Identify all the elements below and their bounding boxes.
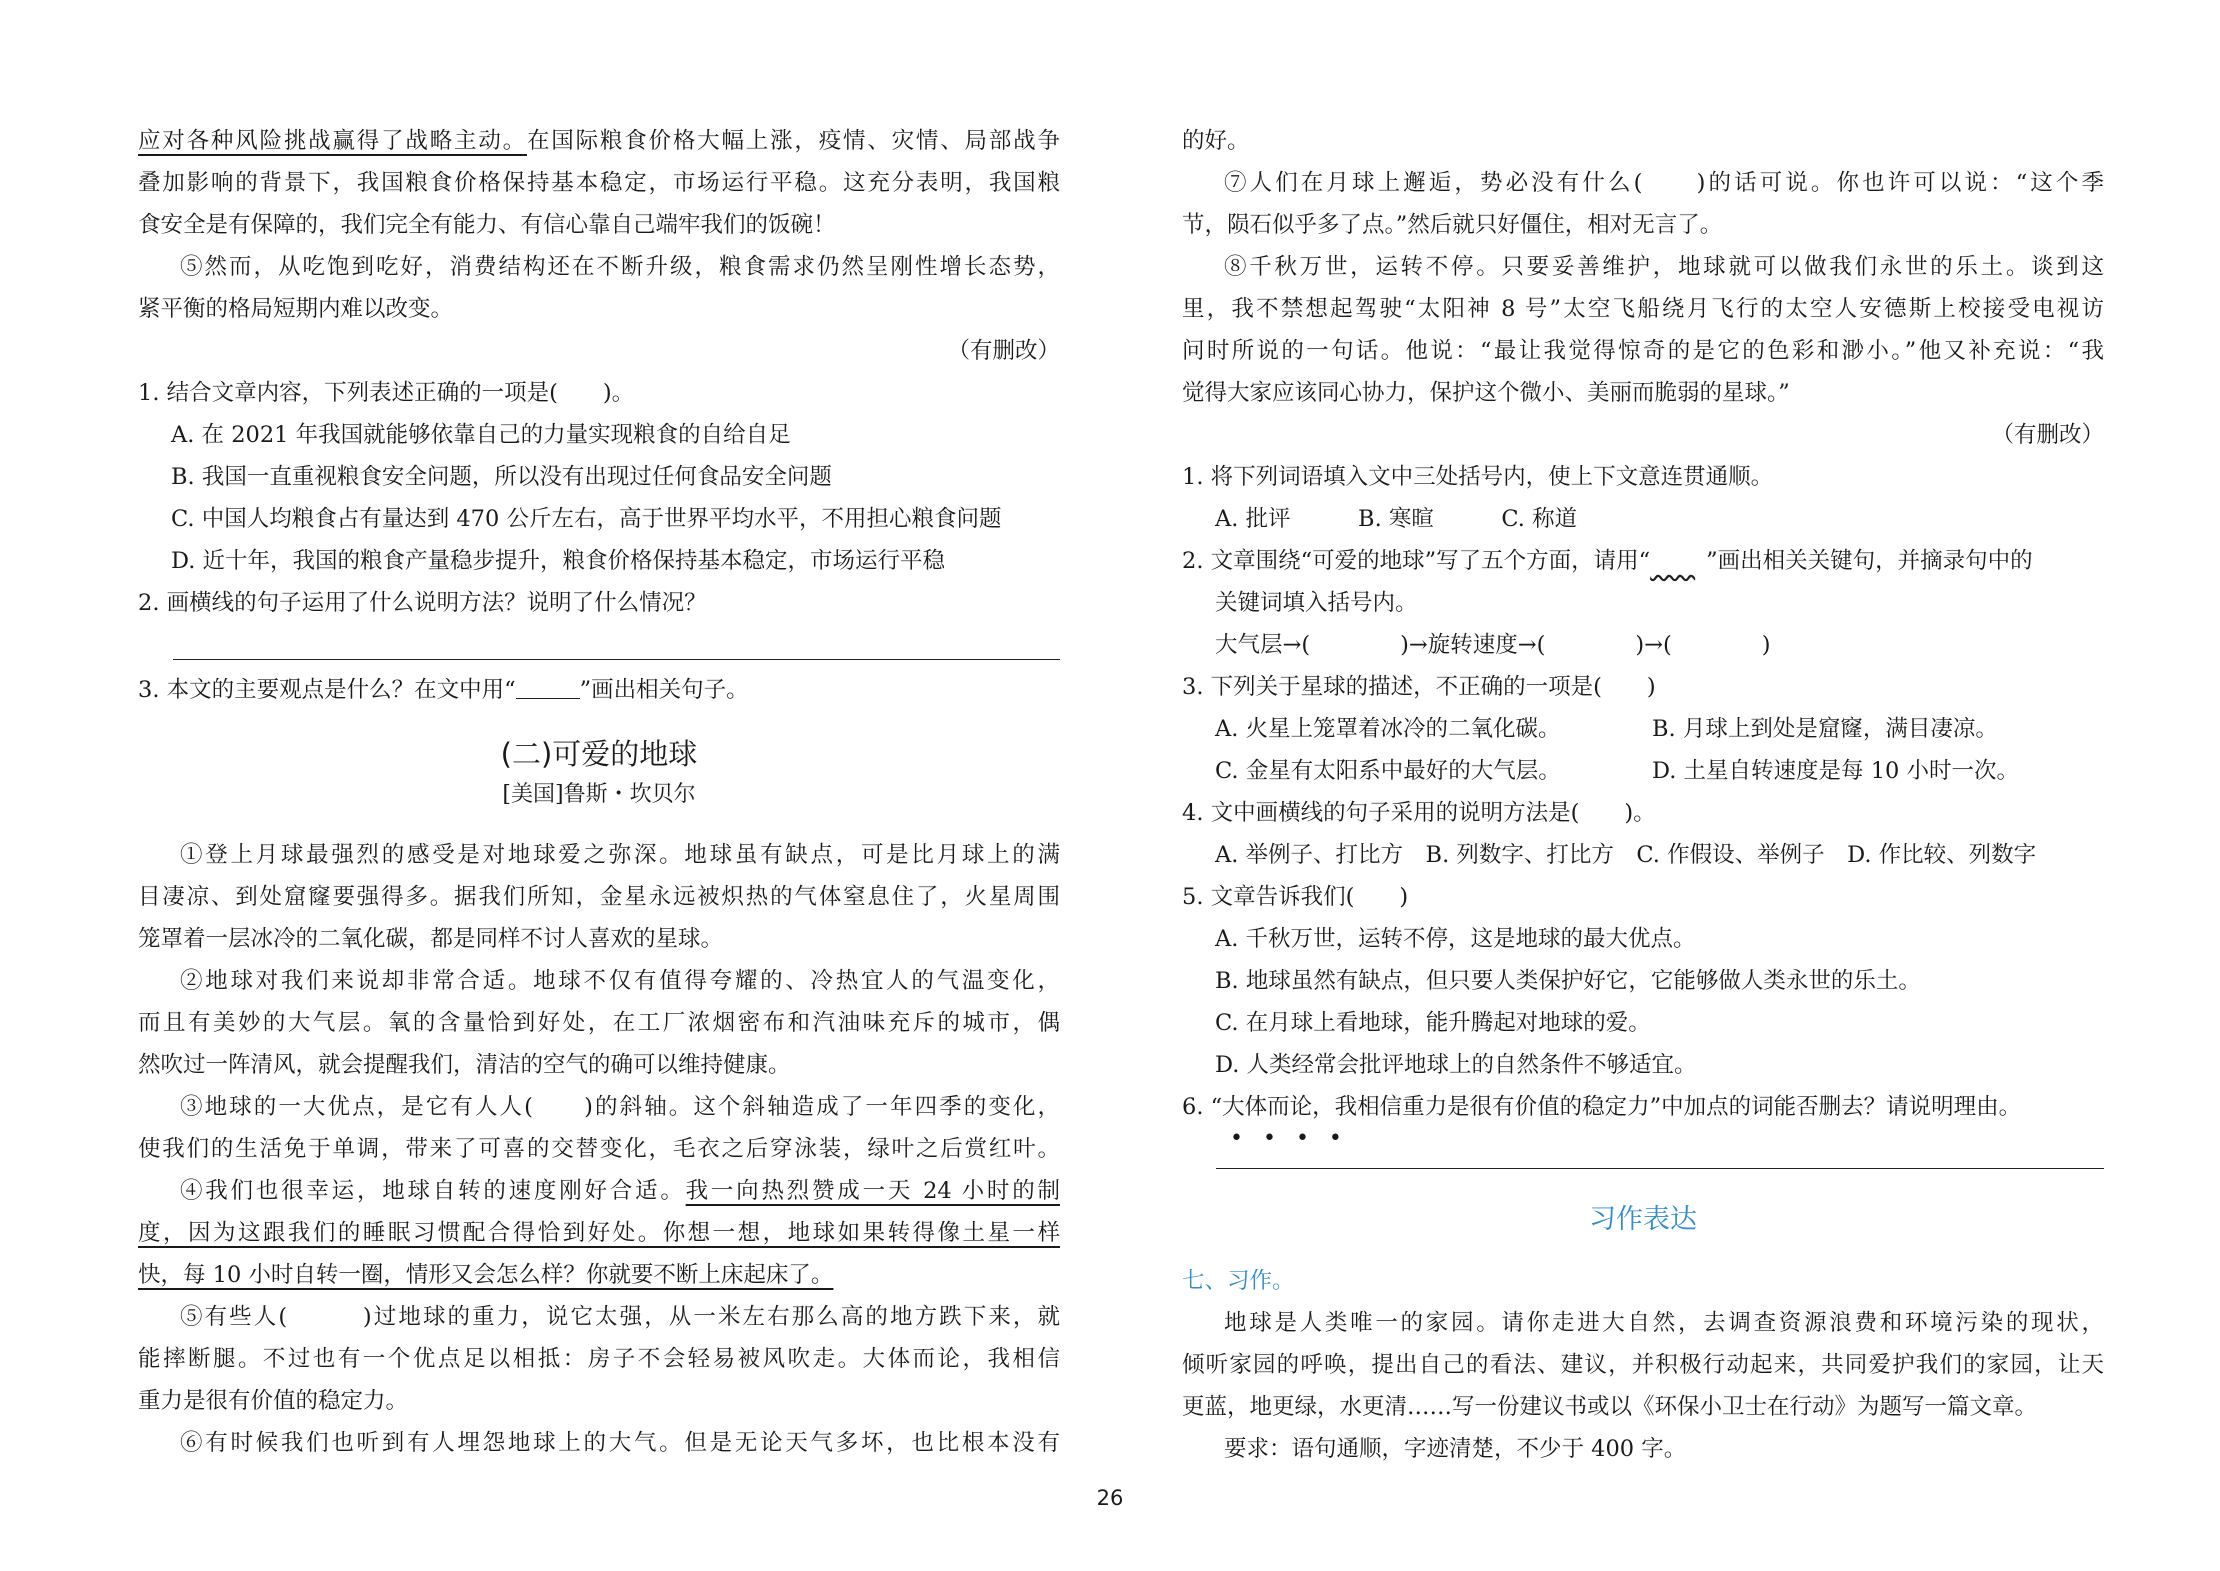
article-p4-line: [180, 1176, 1060, 1206]
r2-text-end: ”画出相关关键句，并摘录句中的: [1706, 548, 2033, 574]
article-author: [美国]鲁斯・坎贝尔: [502, 782, 696, 807]
paragraph-5-line: ⑤然而，从吃饱到吃好，消费结构还在不断升级，粮食需求仍然呈刚性增长态势，: [180, 254, 1060, 280]
writing-requirements: 要求：语句通顺，字迹清楚，不少于 400 字。: [1224, 1436, 1687, 1462]
article-p5-line: 能摔断腿。不过也有一个优点足以相抵：房子不会轻易被风吹走。大体而论，我相信: [138, 1346, 1060, 1372]
option-c: C. 中国人均粮食占有量达到 470 公斤左右，高于世界平均水平，不用担心粮食问题: [171, 506, 1002, 532]
underlined-sentence: 快，每 10 小时自转一圈，情形又会怎么样？你就要不断上床起床了。: [138, 1262, 834, 1288]
answer-line[interactable]: [1216, 1168, 2104, 1169]
option-b: B. 我国一直重视粮食安全问题，所以没有出现过任何食品安全问题: [171, 464, 832, 490]
question-r2: [1182, 546, 2104, 576]
article-p7-line: 节，陨石似乎多了点。”然后就只好僵住，相对无言了。: [1182, 212, 1723, 238]
option-c: C. 金星有太阳系中最好的大气层。: [1215, 758, 1561, 784]
straight-line-mark: [516, 678, 580, 699]
article-p4-line: 度，因为这跟我们的睡眠习惯配合得恰到好处。你想一想，地球如果转得像土星一样: [138, 1220, 1060, 1246]
paragraph-line: 食安全是有保障的，我们完全有能力、有信心靠自己端牢我们的饭碗！: [138, 212, 836, 238]
option-b: B. 月球上到处是窟窿，满目凄凉。: [1652, 716, 1998, 742]
option-b: B. 地球虽然有缺点，但只要人类保护好它，它能够做人类永世的乐土。: [1215, 968, 1921, 994]
article-p5-line: 重力是很有价值的稳定力。: [138, 1388, 409, 1414]
option-a: A. 千秋万世，运转不停，这是地球的最大优点。: [1215, 926, 1696, 952]
question-r1: 1. 将下列词语填入文中三处括号内，使上下文意连贯通顺。: [1182, 464, 1774, 490]
article-p6-line: 的好。: [1182, 128, 1250, 154]
text-span: ④我们也很幸运，地球自转的速度刚好合适。: [180, 1178, 686, 1204]
underlined-sentence: 我一向热烈赞成一天 24 小时的制: [685, 1178, 1060, 1204]
option-d: D. 土星自转速度是每 10 小时一次。: [1652, 758, 2019, 784]
article-p1-line: 笼罩着一层冰冷的二氧化碳，都是同样不讨人喜欢的星球。: [138, 926, 724, 952]
q3-text: 3. 本文的主要观点是什么？在文中用“: [138, 677, 516, 703]
article-title: (二)可爱的地球: [500, 737, 698, 771]
question-r5: 5. 文章告诉我们( ): [1182, 884, 1409, 910]
r2-text: 2. 文章围绕“可爱的地球”写了五个方面，请用“: [1182, 548, 1651, 574]
question-2: 2. 画横线的句子运用了什么说明方法？说明了什么情况？: [138, 590, 707, 616]
option-a: A. 在 2021 年我国就能够依靠自己的力量实现粮食的自给自足: [171, 422, 791, 448]
article-p1-line: ①登上月球最强烈的感受是对地球爱之弥深。地球虽有缺点，可是比月球上的满: [180, 842, 1060, 868]
article-p8-line: 问时所说的一句话。他说：“最让我觉得惊奇的是它的色彩和渺小。”他又补充说：“我: [1182, 338, 2104, 364]
article-p6-line: ⑥有时候我们也听到有人埋怨地球上的大气。但是无论天气多坏，也比根本没有: [180, 1430, 1060, 1456]
paragraph-line: 叠加影响的背景下，我国粮食价格保持基本稳定，市场运行平稳。这充分表明，我国粮: [138, 170, 1060, 196]
question-3: [138, 675, 1060, 705]
article-p1-line: 目凄凉、到处窟窿要强得多。据我们所知，金星永远被炽热的气体窒息住了，火星周围: [138, 884, 1060, 910]
article-p8-line: 觉得大家应该同心协力，保护这个微小、美丽而脆弱的星球。”: [1182, 380, 1790, 406]
option-d: D. 近十年，我国的粮食产量稳步提升，粮食价格保持基本稳定，市场运行平稳: [171, 548, 946, 574]
question-r3: 3. 下列关于星球的描述，不正确的一项是( ): [1182, 674, 1656, 700]
q3-text-end: ”画出相关句子。: [579, 677, 749, 703]
question-r6: 6. “大体而论，我相信重力是很有价值的稳定力”中加点的词能否删去？请说明理由。: [1182, 1094, 2022, 1120]
question-r1-options: A. 批评 B. 寒暄 C. 称道: [1215, 506, 1578, 532]
article-p7-line: ⑦人们在月球上邂逅，势必没有什么( )的话可说。你也许可以说：“这个季: [1224, 170, 2104, 196]
paragraph-5-line: 紧平衡的格局短期内难以改变。: [138, 296, 454, 322]
writing-prompt-line: 倾听家园的呼唤，提出自己的看法、建议，并积极行动起来，共同爱护我们的家园，让天: [1182, 1352, 2104, 1378]
source-note: （有删改）: [1991, 422, 2104, 448]
keyword-chain[interactable]: 大气层→( )→旋转速度→( )→( ): [1215, 632, 1771, 658]
question-r4: 4. 文中画横线的句子采用的说明方法是( )。: [1182, 800, 1656, 826]
article-p2-line: ②地球对我们来说却非常合适。地球不仅有值得夸耀的、冷热宜人的气温变化，: [180, 968, 1060, 994]
answer-line[interactable]: [173, 659, 1060, 660]
article-p3-line: 使我们的生活免于单调，带来了可喜的交替变化，毛衣之后穿泳装，绿叶之后赏红叶。: [138, 1136, 1060, 1162]
question-1: 1. 结合文章内容，下列表述正确的一项是( )。: [138, 380, 635, 406]
option-a: A. 火星上笼罩着冰冷的二氧化碳。: [1215, 716, 1561, 742]
article-p4-line: [138, 1260, 1060, 1290]
section-title: 习作表达: [1589, 1204, 1697, 1235]
writing-prompt-line: 地球是人类唯一的家园。请你走进大自然，去调查资源浪费和环境污染的现状，: [1224, 1310, 2104, 1336]
text-span: 在国际粮食价格大幅上涨，疫情、灾情、局部战争: [526, 128, 1060, 154]
wavy-line-mark: [1650, 546, 1706, 576]
source-note: （有删改）: [947, 338, 1060, 364]
article-p5-line: ⑤有些人( )过地球的重力，说它太强，从一米左右那么高的地方跌下来，就: [180, 1304, 1060, 1330]
page-number: 26: [1096, 1486, 1124, 1510]
article-p3-line: ③地球的一大优点，是它有人人( )的斜轴。这个斜轴造成了一年四季的变化，: [180, 1094, 1060, 1120]
article-p2-line: 然吹过一阵清风，就会提醒我们，清洁的空气的确可以维持健康。: [138, 1052, 791, 1078]
emphasis-dots: ••••: [1230, 1126, 1362, 1151]
writing-prompt-line: 更蓝，地更绿，水更清……写一份建议书或以《环保小卫士在行动》为题写一篇文章。: [1182, 1394, 2038, 1420]
option-d: D. 人类经常会批评地球上的自然条件不够适宜。: [1215, 1052, 1697, 1078]
article-p8-line: 里，我不禁想起驾驶“太阳神 8 号”太空飞船绕月飞行的太空人安德斯上校接受电视访: [1182, 296, 2104, 322]
paragraph-line: [138, 126, 1060, 156]
article-p8-line: ⑧千秋万世，运转不停。只要妥善维护，地球就可以做我们永世的乐土。谈到这: [1224, 254, 2104, 280]
question-r4-options: A. 举例子、打比方 B. 列数字、打比方 C. 作假设、举例子 D. 作比较、列数字: [1215, 842, 2037, 868]
underlined-sentence: 应对各种风险挑战赢得了战略主动。: [138, 128, 527, 154]
writing-heading: 七、习作。: [1182, 1268, 1295, 1294]
article-p2-line: 而且有美妙的大气层。氧的含量恰到好处，在工厂浓烟密布和汽油味充斥的城市，偶: [138, 1010, 1060, 1036]
question-r2-line2: 关键词填入括号内。: [1215, 590, 1418, 616]
option-c: C. 在月球上看地球，能升腾起对地球的爱。: [1215, 1010, 1651, 1036]
